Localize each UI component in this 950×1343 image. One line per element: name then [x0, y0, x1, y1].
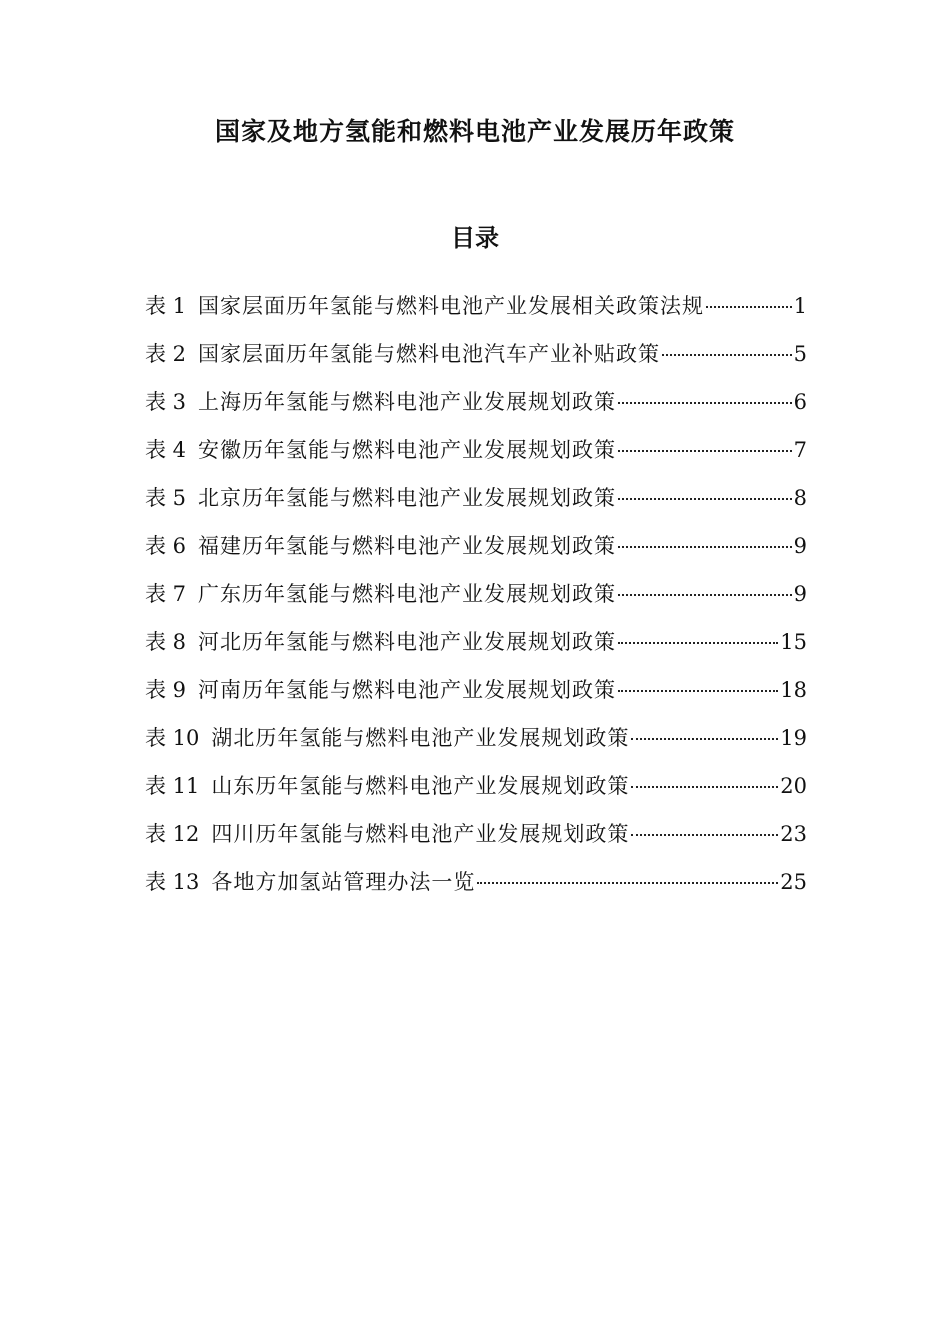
toc-entry-label: 表 7 — [145, 582, 187, 606]
toc-entry-10[interactable] — [145, 714, 807, 762]
toc-dot-leader — [631, 786, 778, 788]
toc-entry-title: 上海历年氢能与燃料电池产业发展规划政策 — [198, 390, 617, 414]
toc-entry-6[interactable] — [145, 522, 807, 570]
toc-entry-title: 湖北历年氢能与燃料电池产业发展规划政策 — [211, 726, 630, 750]
toc-entry-label: 表 3 — [145, 390, 187, 414]
toc-dot-leader — [618, 690, 778, 692]
toc-entry-page: 8 — [793, 486, 807, 510]
toc-entry-label: 表 8 — [145, 630, 187, 654]
toc-entry-title: 广东历年氢能与燃料电池产业发展规划政策 — [198, 582, 617, 606]
toc-heading: 目录 — [451, 223, 499, 252]
toc-entry-4[interactable] — [145, 426, 807, 474]
toc-dot-leader — [618, 642, 778, 644]
toc-dot-leader — [631, 834, 778, 836]
toc-entry-label: 表 11 — [145, 774, 200, 798]
toc-entry-page: 23 — [780, 822, 807, 846]
toc-entry-13[interactable] — [145, 858, 807, 906]
toc-entry-label: 表 10 — [145, 726, 200, 750]
toc-entry-label: 表 5 — [145, 486, 187, 510]
toc-entry-page: 9 — [793, 534, 807, 558]
toc-entry-title: 各地方加氢站管理办法一览 — [211, 870, 476, 894]
toc-entry-12[interactable] — [145, 810, 807, 858]
toc-dot-leader — [618, 498, 792, 500]
toc-entry-title: 河北历年氢能与燃料电池产业发展规划政策 — [198, 630, 617, 654]
toc-entry-page: 5 — [793, 342, 807, 366]
toc-entry-8[interactable] — [145, 618, 807, 666]
toc-entry-title: 北京历年氢能与燃料电池产业发展规划政策 — [198, 486, 617, 510]
toc-dot-leader — [631, 738, 778, 740]
toc-entry-9[interactable] — [145, 666, 807, 714]
toc-dot-leader — [618, 450, 792, 452]
toc-dot-leader — [618, 594, 792, 596]
toc-entry-title: 福建历年氢能与燃料电池产业发展规划政策 — [198, 534, 617, 558]
toc-entry-label: 表 2 — [145, 342, 187, 366]
toc-entry-title: 国家层面历年氢能与燃料电池汽车产业补贴政策 — [198, 342, 661, 366]
document-title: 国家及地方氢能和燃料电池产业发展历年政策 — [214, 117, 735, 146]
toc-entry-1[interactable] — [145, 282, 807, 330]
toc-entry-page: 9 — [793, 582, 807, 606]
toc-entry-page: 7 — [793, 438, 807, 462]
toc-entry-page: 19 — [780, 726, 807, 750]
toc-entry-page: 15 — [780, 630, 807, 654]
toc-entry-label: 表 4 — [145, 438, 187, 462]
toc-dot-leader — [477, 882, 778, 884]
toc-entry-label: 表 12 — [145, 822, 200, 846]
toc-entry-title: 安徽历年氢能与燃料电池产业发展规划政策 — [198, 438, 617, 462]
toc-entry-7[interactable] — [145, 570, 807, 618]
toc-entry-page: 6 — [793, 390, 807, 414]
toc-dot-leader — [618, 402, 792, 404]
toc-entry-5[interactable] — [145, 474, 807, 522]
toc-entry-title: 河南历年氢能与燃料电池产业发展规划政策 — [198, 678, 617, 702]
toc-entry-2[interactable] — [145, 330, 807, 378]
table-of-contents — [145, 282, 807, 906]
toc-entry-label: 表 13 — [145, 870, 200, 894]
toc-entry-page: 20 — [780, 774, 807, 798]
toc-entry-label: 表 9 — [145, 678, 187, 702]
toc-dot-leader — [618, 546, 792, 548]
toc-entry-11[interactable] — [145, 762, 807, 810]
toc-entry-label: 表 6 — [145, 534, 187, 558]
toc-entry-title: 国家层面历年氢能与燃料电池产业发展相关政策法规 — [198, 294, 705, 318]
toc-entry-3[interactable] — [145, 378, 807, 426]
toc-entry-page: 18 — [780, 678, 807, 702]
toc-entry-label: 表 1 — [145, 294, 187, 318]
toc-entry-page: 25 — [780, 870, 807, 894]
toc-entry-title: 四川历年氢能与燃料电池产业发展规划政策 — [211, 822, 630, 846]
toc-dot-leader — [662, 354, 792, 356]
toc-dot-leader — [706, 306, 792, 308]
toc-entry-page: 1 — [793, 294, 807, 318]
toc-entry-title: 山东历年氢能与燃料电池产业发展规划政策 — [211, 774, 630, 798]
